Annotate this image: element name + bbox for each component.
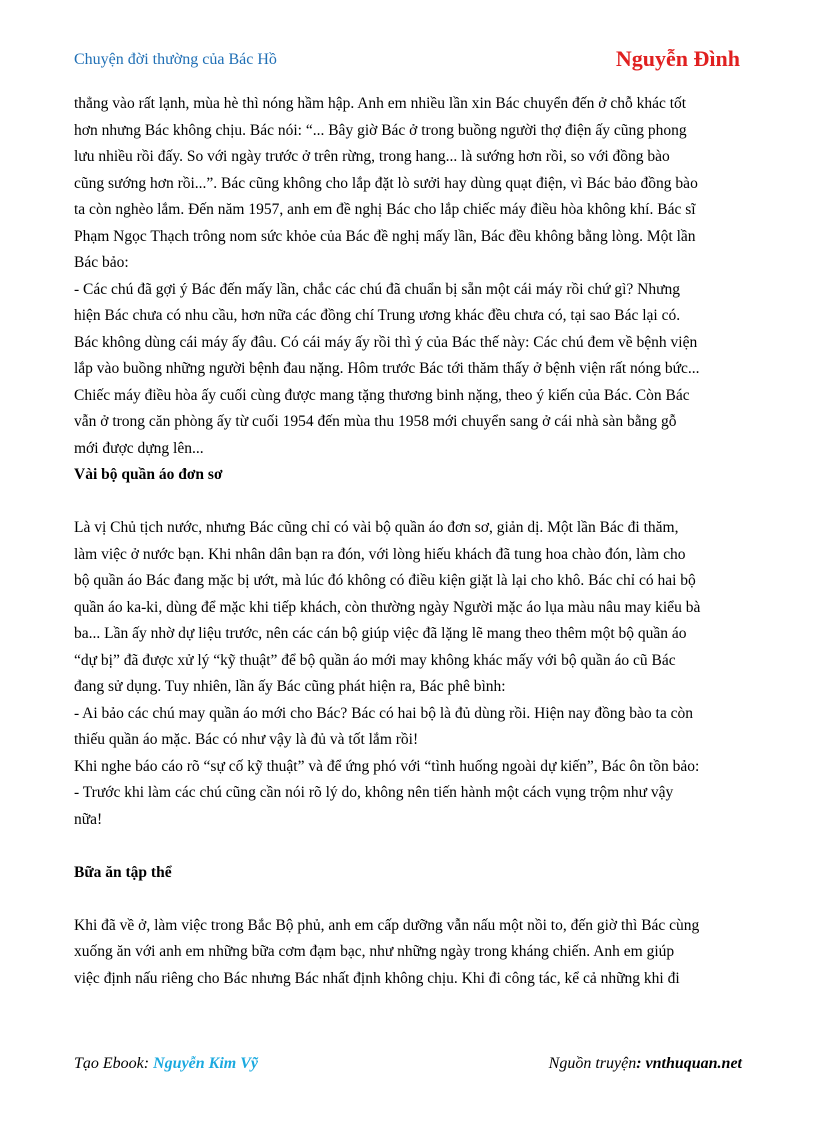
body-line: hiện Bác chưa có nhu cầu, hơn nữa các đồng chí Trung ương khác đều chưa có, tại sao Bác lại có. bbox=[74, 307, 681, 324]
body-line: việc định nấu riêng cho Bác nhưng Bác nhất định không chịu. Khi đi công tác, kể cả những khi đi bbox=[74, 969, 680, 987]
footer-source-label: Nguồn truyện bbox=[548, 1055, 637, 1072]
body-line: cũng sướng hơn rồi...”. Bác cũng không cho lắp đặt lò sưởi hay dùng quạt điện, vì Bác bảo đồng bào bbox=[74, 174, 698, 192]
body-line: - Ai bảo các chú may quần áo mới cho Bác? Bác có hai bộ là đủ dùng rồi. Hiện nay đồng bào ta còn bbox=[74, 704, 693, 722]
blank-line bbox=[74, 833, 746, 860]
body-line: làm việc ở nước bạn. Khi nhân dân bạn ra đón, với lòng hiếu khách đã tung hoa chào đón, làm cho bbox=[74, 545, 686, 563]
body-line: “dự bị” đã được xử lý “kỹ thuật” để bộ quần áo mới may không khác mấy với bộ quần áo cũ Bác bbox=[74, 651, 676, 669]
footer-source-separator: : bbox=[636, 1055, 646, 1072]
body-line: lắp vào buồng những người bệnh đau nặng. Hôm trước Bác tới thăm thấy ở bệnh viện rất nóng bức... bbox=[74, 360, 700, 377]
body-line: - Trước khi làm các chú cũng cần nói rõ lý do, không nên tiến hành một cách vụng trộm như vậy bbox=[74, 784, 674, 801]
footer-ebook-credit bbox=[74, 1055, 258, 1073]
footer-ebook-separator: : bbox=[143, 1055, 154, 1072]
body-line: thiếu quần áo mặc. Bác có như vậy là đủ và tốt lắm rồi! bbox=[74, 731, 419, 748]
footer-ebook-name: Nguyễn Kim Vỹ bbox=[153, 1055, 258, 1072]
footer-source-credit bbox=[549, 1055, 742, 1073]
blank-line bbox=[74, 886, 746, 913]
body-line: thẳng vào rất lạnh, mùa hè thì nóng hầm hập. Anh em nhiều lần xin Bác chuyển đến ở chỗ khác tốt bbox=[74, 95, 687, 112]
document-body bbox=[74, 91, 746, 992]
body-line: nữa! bbox=[74, 810, 103, 828]
body-line: bộ quần áo Bác đang mặc bị ướt, mà lúc đó không có điều kiện giặt là lại cho khô. Bác chỉ có hai bộ bbox=[74, 572, 696, 589]
body-line: Bác không dùng cái máy ấy đâu. Có cái máy ấy rồi thì ý của Bác thế này: Các chú đem về bệnh viện bbox=[74, 333, 698, 351]
body-line: Phạm Ngọc Thạch trông nom sức khỏe của Bác đề nghị mấy lần, Bác đều không bằng lòng. Một lần bbox=[74, 227, 696, 245]
body-line: quần áo ka-ki, dùng để mặc khi tiếp khách, còn thường ngày Người mặc áo lụa màu nâu may kiểu bà bbox=[74, 598, 701, 616]
header-title: Chuyện đời thường của Bác Hồ bbox=[74, 51, 277, 68]
body-line: mới được dựng lên... bbox=[74, 439, 204, 457]
body-line: xuống ăn với anh em những bữa cơm đạm bạc, như những ngày trong kháng chiến. Anh em giúp bbox=[74, 943, 675, 960]
body-line: Bác bảo: bbox=[74, 254, 129, 271]
section-heading: Vài bộ quần áo đơn sơ bbox=[74, 466, 223, 483]
footer-source-site: vnthuquan.net bbox=[645, 1055, 742, 1072]
body-line: - Các chú đã gợi ý Bác đến mấy lần, chắc các chú đã chuẩn bị sẵn một cái máy rồi chứ gì? Nhưng bbox=[74, 280, 681, 298]
section-heading: Bữa ăn tập thể bbox=[74, 863, 172, 881]
body-line: Là vị Chủ tịch nước, nhưng Bác cũng chỉ có vài bộ quần áo đơn sơ, giản dị. Một lần Bác đi thăm, bbox=[74, 519, 679, 536]
body-line: Chiếc máy điều hòa ấy cuối cùng được mang tặng thương binh nặng, theo ý kiến của Bác. Còn Bác bbox=[74, 386, 690, 404]
body-line: hơn nhưng Bác không chịu. Bác nói: “... Bây giờ Bác ở trong buồng người thợ điện ấy cũng phong bbox=[74, 121, 687, 139]
body-line: Khi đã về ở, làm việc trong Bắc Bộ phủ, anh em cấp dưỡng vẫn nấu một nồi to, đến giờ thì Bác cùng bbox=[74, 916, 700, 934]
footer-ebook-label: Tạo Ebook bbox=[74, 1055, 144, 1072]
body-line: ba... Lần ấy nhờ dự liệu trước, nên các cán bộ giúp việc đã lặng lẽ mang theo thêm một bộ quần áo bbox=[74, 625, 687, 642]
body-line: ta còn nghèo lắm. Đến năm 1957, anh em đề nghị Bác cho lắp chiếc máy điều hòa không khí. Bác sĩ bbox=[74, 201, 696, 218]
body-line: vẫn ở trong căn phòng ấy từ cuối 1954 đến mùa thu 1958 mới chuyển sang ở cái nhà sàn bằng gỗ bbox=[74, 413, 677, 430]
body-line: Khi nghe báo cáo rõ “sự cố kỹ thuật” và để ứng phó với “tình huống ngoài dự kiến”, Bác ôn tồn bảo: bbox=[74, 757, 700, 775]
blank-line bbox=[74, 489, 746, 516]
body-line: đang sử dụng. Tuy nhiên, lần ấy Bác cũng phát hiện ra, Bác phê bình: bbox=[74, 678, 506, 695]
header-author: Nguyễn Đình bbox=[615, 46, 740, 71]
body-line: lưu nhiều rồi đấy. So với ngày trước ở trên rừng, trong hang... là sướng hơn rồi, so với đồng bào bbox=[74, 148, 670, 165]
